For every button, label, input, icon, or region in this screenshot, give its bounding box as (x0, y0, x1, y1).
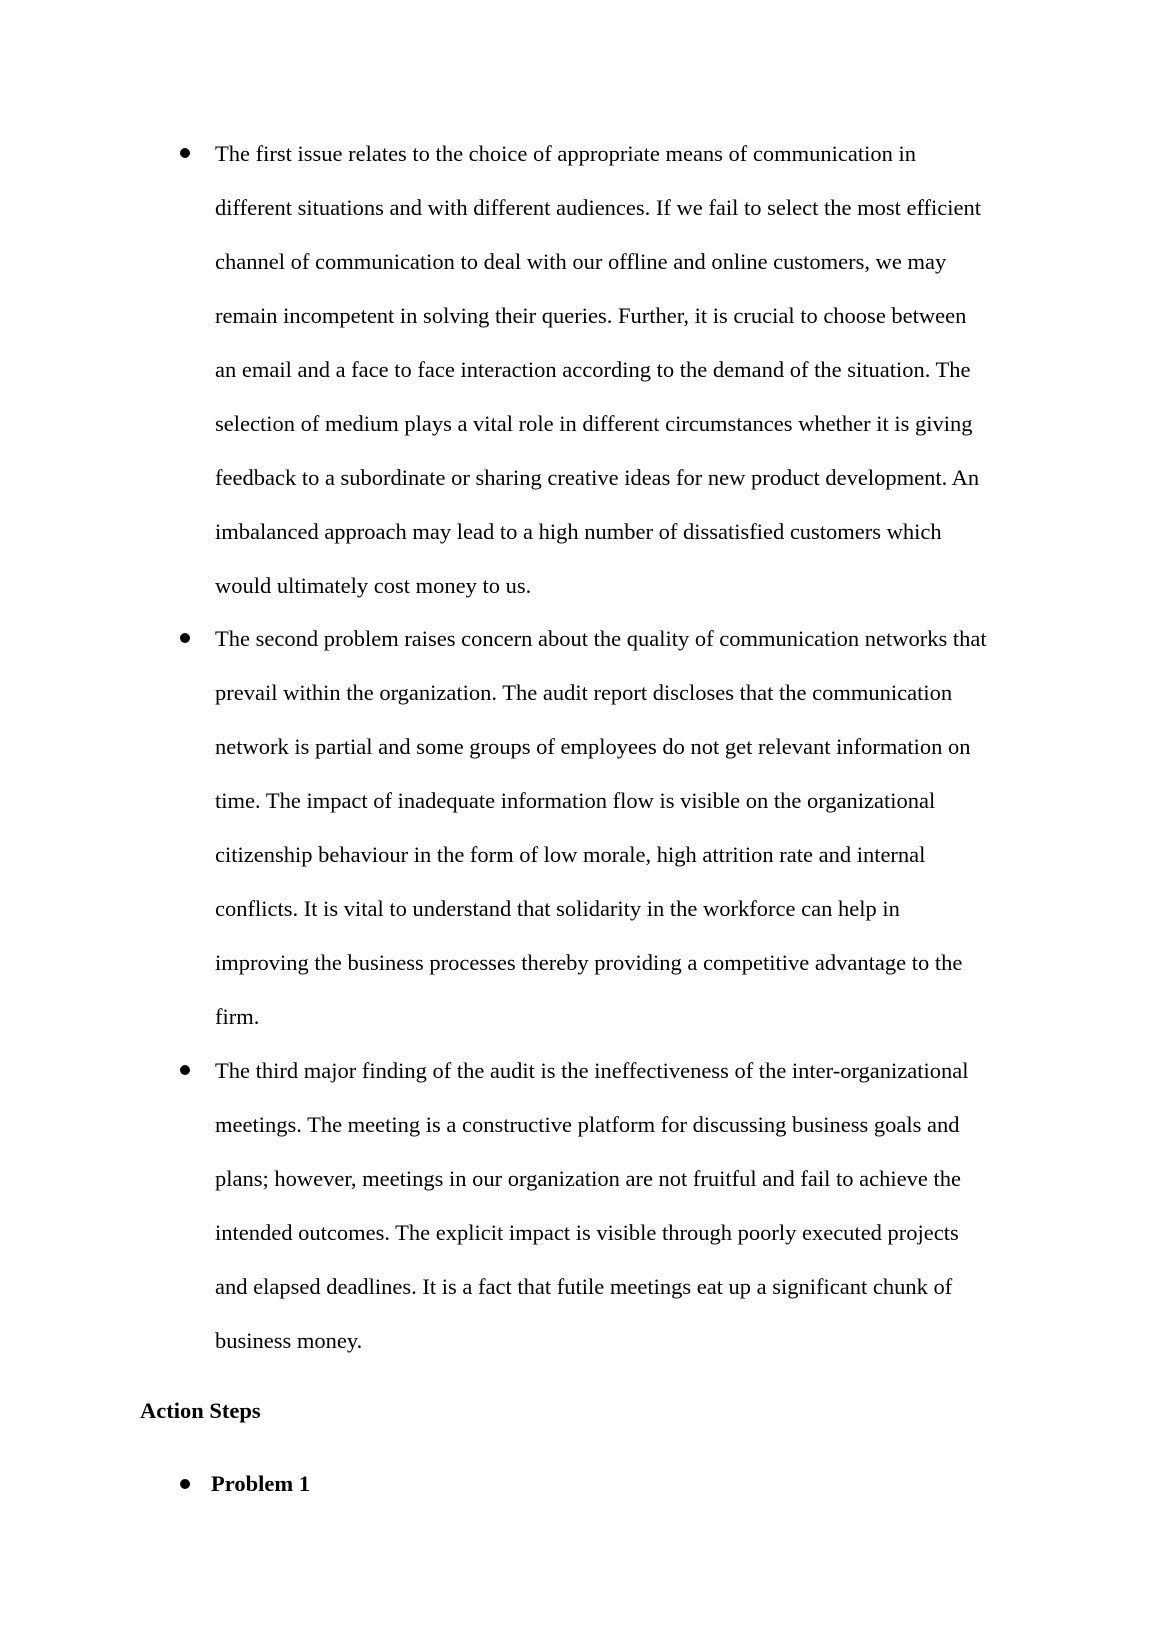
text-line: imbalanced approach may lead to a high number of dissatisfied customers which (215, 519, 942, 544)
text-line: network is partial and some groups of employees do not get relevant information on (215, 734, 971, 759)
section-heading: Action Steps (140, 1398, 261, 1423)
bullet-icon (180, 148, 190, 158)
text-line: different situations and with different audiences. If we fail to select the most efficient (215, 195, 981, 220)
text-line: conflicts. It is vital to understand that solidarity in the workforce can help in (215, 896, 900, 921)
text-line: and elapsed deadlines. It is a fact that futile meetings eat up a significant chunk of (215, 1274, 953, 1299)
paragraph (215, 127, 1030, 613)
sub-item-label: Problem 1 (211, 1471, 310, 1496)
list-item (0, 1469, 1158, 1499)
text-line: prevail within the organization. The audit report discloses that the communication (215, 680, 953, 705)
text-line: firm. (215, 1004, 260, 1029)
text-line: remain incompetent in solving their queries. Further, it is crucial to choose between (215, 303, 967, 328)
text-line: selection of medium plays a vital role in different circumstances whether it is giving (215, 411, 973, 436)
text-line: time. The impact of inadequate information flow is visible on the organizational (215, 788, 936, 813)
paragraph (215, 612, 1030, 1044)
paragraph (215, 1044, 1030, 1368)
text-line: would ultimately cost money to us. (215, 573, 532, 598)
text-line: The third major finding of the audit is the ineffectiveness of the inter-organizational (215, 1058, 969, 1083)
bullet-icon (180, 1479, 190, 1489)
text-line: channel of communication to deal with our offline and online customers, we may (215, 249, 947, 274)
text-line: improving the business processes thereby providing a competitive advantage to the (215, 950, 963, 975)
text-line: feedback to a subordinate or sharing creative ideas for new product development. An (215, 465, 980, 490)
text-line: business money. (215, 1328, 363, 1353)
text-line: an email and a face to face interaction according to the demand of the situation. The (215, 357, 971, 382)
text-line: plans; however, meetings in our organization are not fruitful and fail to achieve the (215, 1166, 961, 1191)
text-line: The first issue relates to the choice of appropriate means of communication in (215, 141, 917, 166)
bullet-icon (180, 1065, 190, 1075)
text-line: intended outcomes. The explicit impact is visible through poorly executed projects (215, 1220, 959, 1245)
text-line: citizenship behaviour in the form of low morale, high attrition rate and internal (215, 842, 926, 867)
bullet-icon (180, 633, 190, 643)
text-line: The second problem raises concern about the quality of communication networks that (215, 626, 987, 651)
text-line: meetings. The meeting is a constructive platform for discussing business goals and (215, 1112, 960, 1137)
